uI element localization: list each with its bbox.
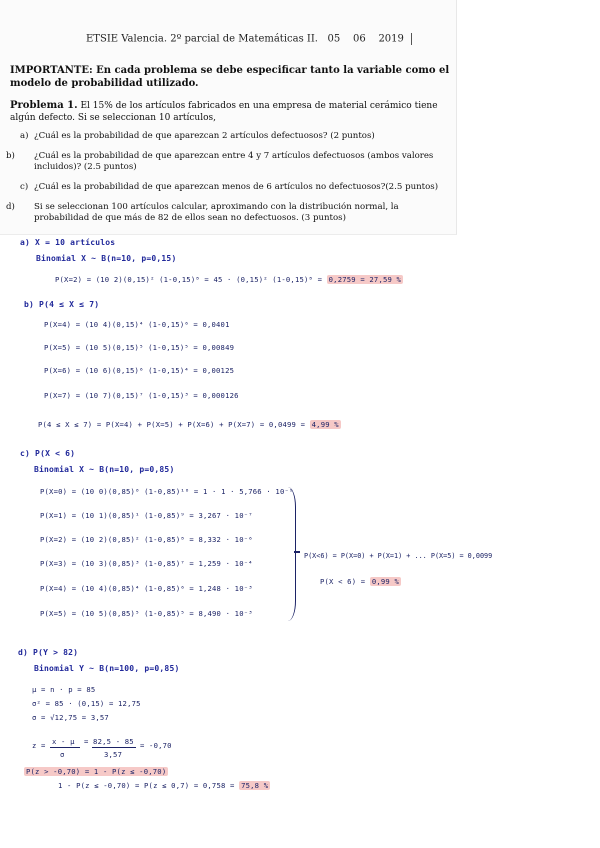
question-text: ¿Cuál es la probabilidad de que aparezcan menos de 6 artículos no defectuosos?(2.5 puntos) (34, 182, 439, 192)
header-divider (411, 33, 412, 45)
answer-d-probability (24, 767, 168, 776)
answer-b-heading: b) P(4 ≤ X ≤ 7) (24, 300, 100, 309)
answer-c-brace (287, 487, 296, 621)
answer-c-brace-tip (294, 551, 300, 553)
header-year: 2019 (378, 33, 404, 45)
question-label: a) (20, 131, 29, 141)
header-day: 05 (327, 33, 341, 45)
answer-c-heading: c) P(X < 6) (20, 449, 76, 458)
answer-d-z-label: z = (32, 741, 46, 750)
answer-d-heading: d) P(Y > 82) (18, 648, 79, 657)
important-note: IMPORTANTE: En cada problema se debe especificar tanto la variable como el modelo de probabilidad utilizado. (10, 65, 450, 89)
answer-c-result-label: P(X < 6) = (320, 577, 366, 586)
header-institution: ETSIE Valencia. (86, 33, 168, 45)
answer-c-result: 0,99 % (371, 577, 399, 586)
answer-c-sum: P(X<6) = P(X=0) + P(X=1) + ... P(X=5) = 0,0099 (304, 552, 493, 560)
answer-c-line: P(X=3) = (10 3)(0,85)³ (1-0,85)⁷ = 1,259 · 10⁻⁴ (40, 559, 253, 568)
answer-d-z-numerator: x - μ (52, 737, 75, 746)
question-text: Si se seleccionan 100 artículos calcular, aproximando con la distribución normal, la probabilidad de que más de 82 de ellos sean no defectuosos. (3 puntos) (34, 202, 399, 223)
question-text: ¿Cuál es la probabilidad de que aparezcan entre 4 y 7 artículos defectuosos (ambos valores incluidos)? (2.5 puntos) (34, 151, 434, 172)
answer-d-model: Binomial Y ~ B(n=100, p=0,85) (34, 664, 180, 673)
header-exam: 2º parcial de Matemáticas II. (170, 33, 318, 45)
answer-b-line: P(X=7) = (10 7)(0,15)⁷ (1-0,15)³ = 0,000126 (44, 391, 239, 400)
question-label: c) (20, 182, 29, 192)
question-label: b) (6, 151, 15, 161)
answer-c-line: P(X=0) = (10 0)(0,85)⁰ (1-0,85)¹⁰ = 1 · 1 · 5,766 · 10⁻⁹ (40, 487, 294, 496)
problem-statement (10, 100, 450, 124)
answer-b-sum (38, 420, 341, 429)
answer-b-result: 4,99 % (311, 420, 339, 429)
answer-c-result-line (320, 577, 401, 586)
answer-d-z-value-bar (92, 747, 136, 748)
question-label: d) (6, 202, 15, 212)
answer-c-line: P(X=5) = (10 5)(0,85)⁵ (1-0,85)⁵ = 8,490 · 10⁻³ (40, 609, 253, 618)
answer-b-line: P(X=5) = (10 5)(0,15)⁵ (1-0,15)⁵ = 0,00849 (44, 343, 235, 352)
question-text: ¿Cuál es la probabilidad de que aparezcan 2 artículos defectuosos? (2 puntos) (34, 131, 375, 141)
answer-d-z-result: = -0,70 (140, 741, 172, 750)
answer-c-line: P(X=4) = (10 4)(0,85)⁴ (1-0,85)⁶ = 1,248 · 10⁻³ (40, 584, 253, 593)
answer-a-model: Binomial X ~ B(n=10, p=0,15) (36, 254, 177, 263)
answer-a-formula: P(X=2) = (10 2)(0,15)² (1-0,15)⁸ = 45 · (0,15)² (1-0,15)⁸ = (55, 275, 323, 284)
answer-d-z-denominator: σ (60, 750, 65, 759)
printed-exam-sheet (0, 0, 457, 235)
answer-b-line: P(X=4) = (10 4)(0,15)⁴ (1-0,15)⁶ = 0,0401 (44, 320, 230, 329)
question-d (6, 202, 448, 224)
answer-c-line: P(X=2) = (10 2)(0,85)² (1-0,85)⁸ = 8,332 · 10⁻⁶ (40, 535, 253, 544)
answer-d-z-value-numerator: = 82,5 - 85 (84, 737, 134, 746)
answer-d-sigma: σ = √12,75 = 3,57 (32, 713, 109, 722)
answer-d-variance: σ² = 85 · (0,15) = 12,75 (32, 699, 141, 708)
answer-d-final-formula: 1 - P(z ≤ -0,70) = P(z ≤ 0,7) = 0,758 = (58, 781, 235, 790)
answer-c-line: P(X=1) = (10 1)(0,85)¹ (1-0,85)⁹ = 3,267 · 10⁻⁷ (40, 511, 253, 520)
question-c (20, 182, 448, 193)
question-a (20, 131, 448, 142)
answer-d-result: 75,8 % (241, 781, 269, 790)
answer-b-sum-formula: P(4 ≤ X ≤ 7) = P(X=4) + P(X=5) + P(X=6) + P(X=7) = 0,0499 = (38, 420, 306, 429)
header-month: 06 (352, 33, 366, 45)
answer-b-line: P(X=6) = (10 6)(0,15)⁶ (1-0,15)⁴ = 0,00125 (44, 366, 235, 375)
answer-a-heading: a) X = 10 artículos (20, 238, 116, 247)
answer-a-calculation (55, 275, 403, 284)
problem-text: El 15% de los artículos fabricados en una empresa de material cerámico tiene algún defecto. Si se seleccionan 10 artículos, (10, 101, 438, 123)
answer-c-model: Binomial X ~ B(n=10, p=0,85) (34, 465, 175, 474)
answer-d-mean: μ = n · p = 85 (32, 685, 96, 694)
answer-d-z-value-denominator: 3,57 (104, 750, 123, 759)
problem-title: Problema 1. (10, 100, 78, 111)
answer-d-final (58, 781, 270, 790)
answer-d-z-fraction-bar (50, 747, 80, 748)
answer-a-result: 0,2759 = 27,59 % (328, 275, 402, 284)
answer-d-probability-expression: P(z > -0,70) = 1 - P(z ≤ -0,70) (26, 767, 167, 776)
exam-header (86, 33, 412, 45)
question-b (6, 151, 448, 173)
